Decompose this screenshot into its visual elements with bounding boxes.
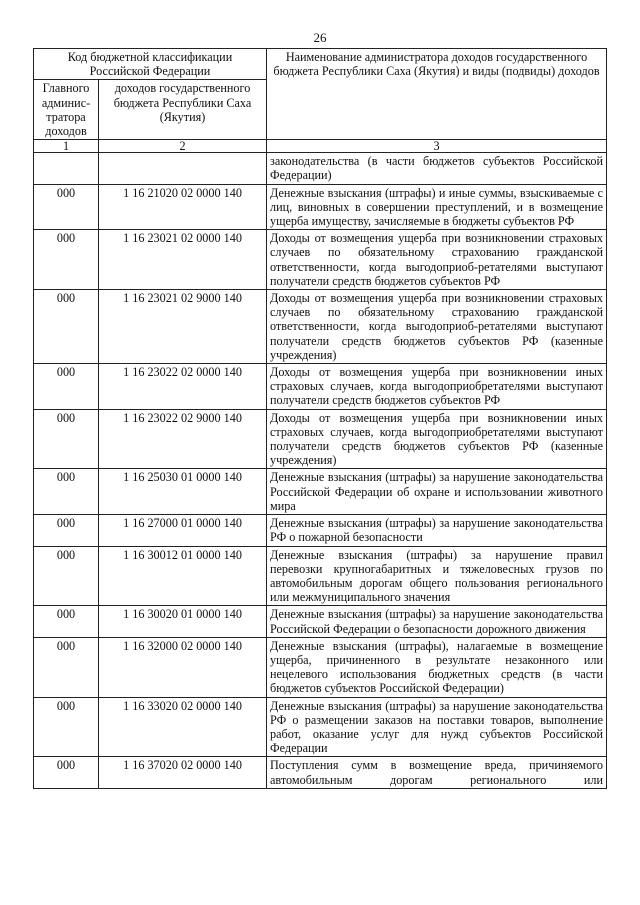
- revenue-code: 1 16 23022 02 0000 140: [99, 364, 267, 410]
- revenue-name: Доходы от возмещения ущерба при возникновении иных страховых случаев, когда выгодоприобретателями выступают получатели средств бюджетов субъектов РФ: [267, 364, 607, 410]
- table-row: [34, 637, 607, 697]
- revenue-name: Денежные взыскания (штрафы) за нарушение законодательства РФ о пожарной безопасности: [267, 515, 607, 546]
- table-row: [34, 184, 607, 230]
- revenue-code: 1 16 27000 01 0000 140: [99, 515, 267, 546]
- admin-code: 000: [34, 409, 99, 469]
- admin-code: 000: [34, 290, 99, 364]
- admin-code: 000: [34, 697, 99, 757]
- revenue-name: Денежные взыскания (штрафы), налагаемые в возмещение ущерба, причиненного в результате незаконного или нецелевого использования бюджетных средств (в части бюджетов субъектов Российской Федерации): [267, 637, 607, 697]
- admin-code: 000: [34, 606, 99, 637]
- revenue-name: Доходы от возмещения ущерба при возникновении иных страховых случаев, когда выгодоприобретателями выступают получатели средств бюджетов субъектов РФ (казенные учреждения): [267, 409, 607, 469]
- continuation-row: [34, 153, 607, 184]
- column-number-2: 2: [99, 140, 267, 153]
- header-group-budget-code: Код бюджетной классификации Российской Федерации: [34, 49, 267, 80]
- revenue-code: 1 16 30012 01 0000 140: [99, 546, 267, 606]
- header-row-1: [34, 49, 607, 80]
- header-revenues: доходов государственного бюджета Республики Саха (Якутия): [99, 80, 267, 140]
- table-row: [34, 546, 607, 606]
- column-number-3: 3: [267, 140, 607, 153]
- table-row: [34, 230, 607, 290]
- header-administrator-name: Наименование администратора доходов государственного бюджета Республики Саха (Якутия) и виды (подвиды) доходов: [267, 49, 607, 140]
- revenue-code: 1 16 25030 01 0000 140: [99, 469, 267, 515]
- table-row: [34, 697, 607, 757]
- revenue-code: 1 16 32000 02 0000 140: [99, 637, 267, 697]
- revenue-code: 1 16 23021 02 0000 140: [99, 230, 267, 290]
- admin-code: 000: [34, 469, 99, 515]
- revenue-name: Поступления сумм в возмещение вреда, причиняемого автомобильным дорогам регионального или: [267, 757, 607, 788]
- admin-code: 000: [34, 546, 99, 606]
- table-row: [34, 469, 607, 515]
- header-main-administrator: Главного админис-тратора доходов: [34, 80, 99, 140]
- table-row: [34, 757, 607, 788]
- revenue-code: 1 16 21020 02 0000 140: [99, 184, 267, 230]
- table-row: [34, 606, 607, 637]
- admin-code: 000: [34, 637, 99, 697]
- revenue-name: Денежные взыскания (штрафы) за нарушение правил перевозки крупногабаритных и тяжеловесных грузов по автомобильным дорогам общего пользования регионального или межмуниципального значения: [267, 546, 607, 606]
- revenue-code: 1 16 37020 02 0000 140: [99, 757, 267, 788]
- empty-cell: [99, 153, 267, 184]
- empty-cell: [34, 153, 99, 184]
- revenue-code: 1 16 23022 02 9000 140: [99, 409, 267, 469]
- table-row: [34, 364, 607, 410]
- table-row: [34, 409, 607, 469]
- table-row: [34, 515, 607, 546]
- column-number-1: 1: [34, 140, 99, 153]
- admin-code: 000: [34, 184, 99, 230]
- admin-code: 000: [34, 515, 99, 546]
- table-row: [34, 290, 607, 364]
- revenue-name: Доходы от возмещения ущерба при возникновении страховых случаев по обязательному страхованию гражданской ответственности, когда выгодоприоб-ретателями выступают получатели средств бюджетов субъектов РФ (казенные учреждения): [267, 290, 607, 364]
- revenue-name: Денежные взыскания (штрафы) за нарушение законодательства Российской Федерации о безопасности дорожного движения: [267, 606, 607, 637]
- continuation-text: законодательства (в части бюджетов субъектов Российской Федерации): [267, 153, 607, 184]
- admin-code: 000: [34, 757, 99, 788]
- revenue-name: Денежные взыскания (штрафы) за нарушение законодательства РФ о размещении заказов на поставки товаров, выполнение работ, оказание услуг для нужд субъектов Российской Федерации: [267, 697, 607, 757]
- admin-code: 000: [34, 364, 99, 410]
- revenue-name: Денежные взыскания (штрафы) за нарушение законодательства Российской Федерации об охране и использовании животного мира: [267, 469, 607, 515]
- column-number-row: [34, 140, 607, 153]
- revenue-code: 1 16 30020 01 0000 140: [99, 606, 267, 637]
- revenue-code: 1 16 23021 02 9000 140: [99, 290, 267, 364]
- admin-code: 000: [34, 230, 99, 290]
- revenue-name: Доходы от возмещения ущерба при возникновении страховых случаев по обязательному страхованию гражданской ответственности, когда выгодоприоб-ретателями выступают получатели средств бюджетов субъектов РФ: [267, 230, 607, 290]
- page-number: 26: [313, 30, 327, 45]
- revenue-code: 1 16 33020 02 0000 140: [99, 697, 267, 757]
- revenue-name: Денежные взыскания (штрафы) и иные суммы, взыскиваемые с лиц, виновных в совершении преступлений, и в возмещение ущерба имуществу, зачисляемые в бюджеты субъектов РФ: [267, 184, 607, 230]
- budget-classification-table: [33, 48, 607, 789]
